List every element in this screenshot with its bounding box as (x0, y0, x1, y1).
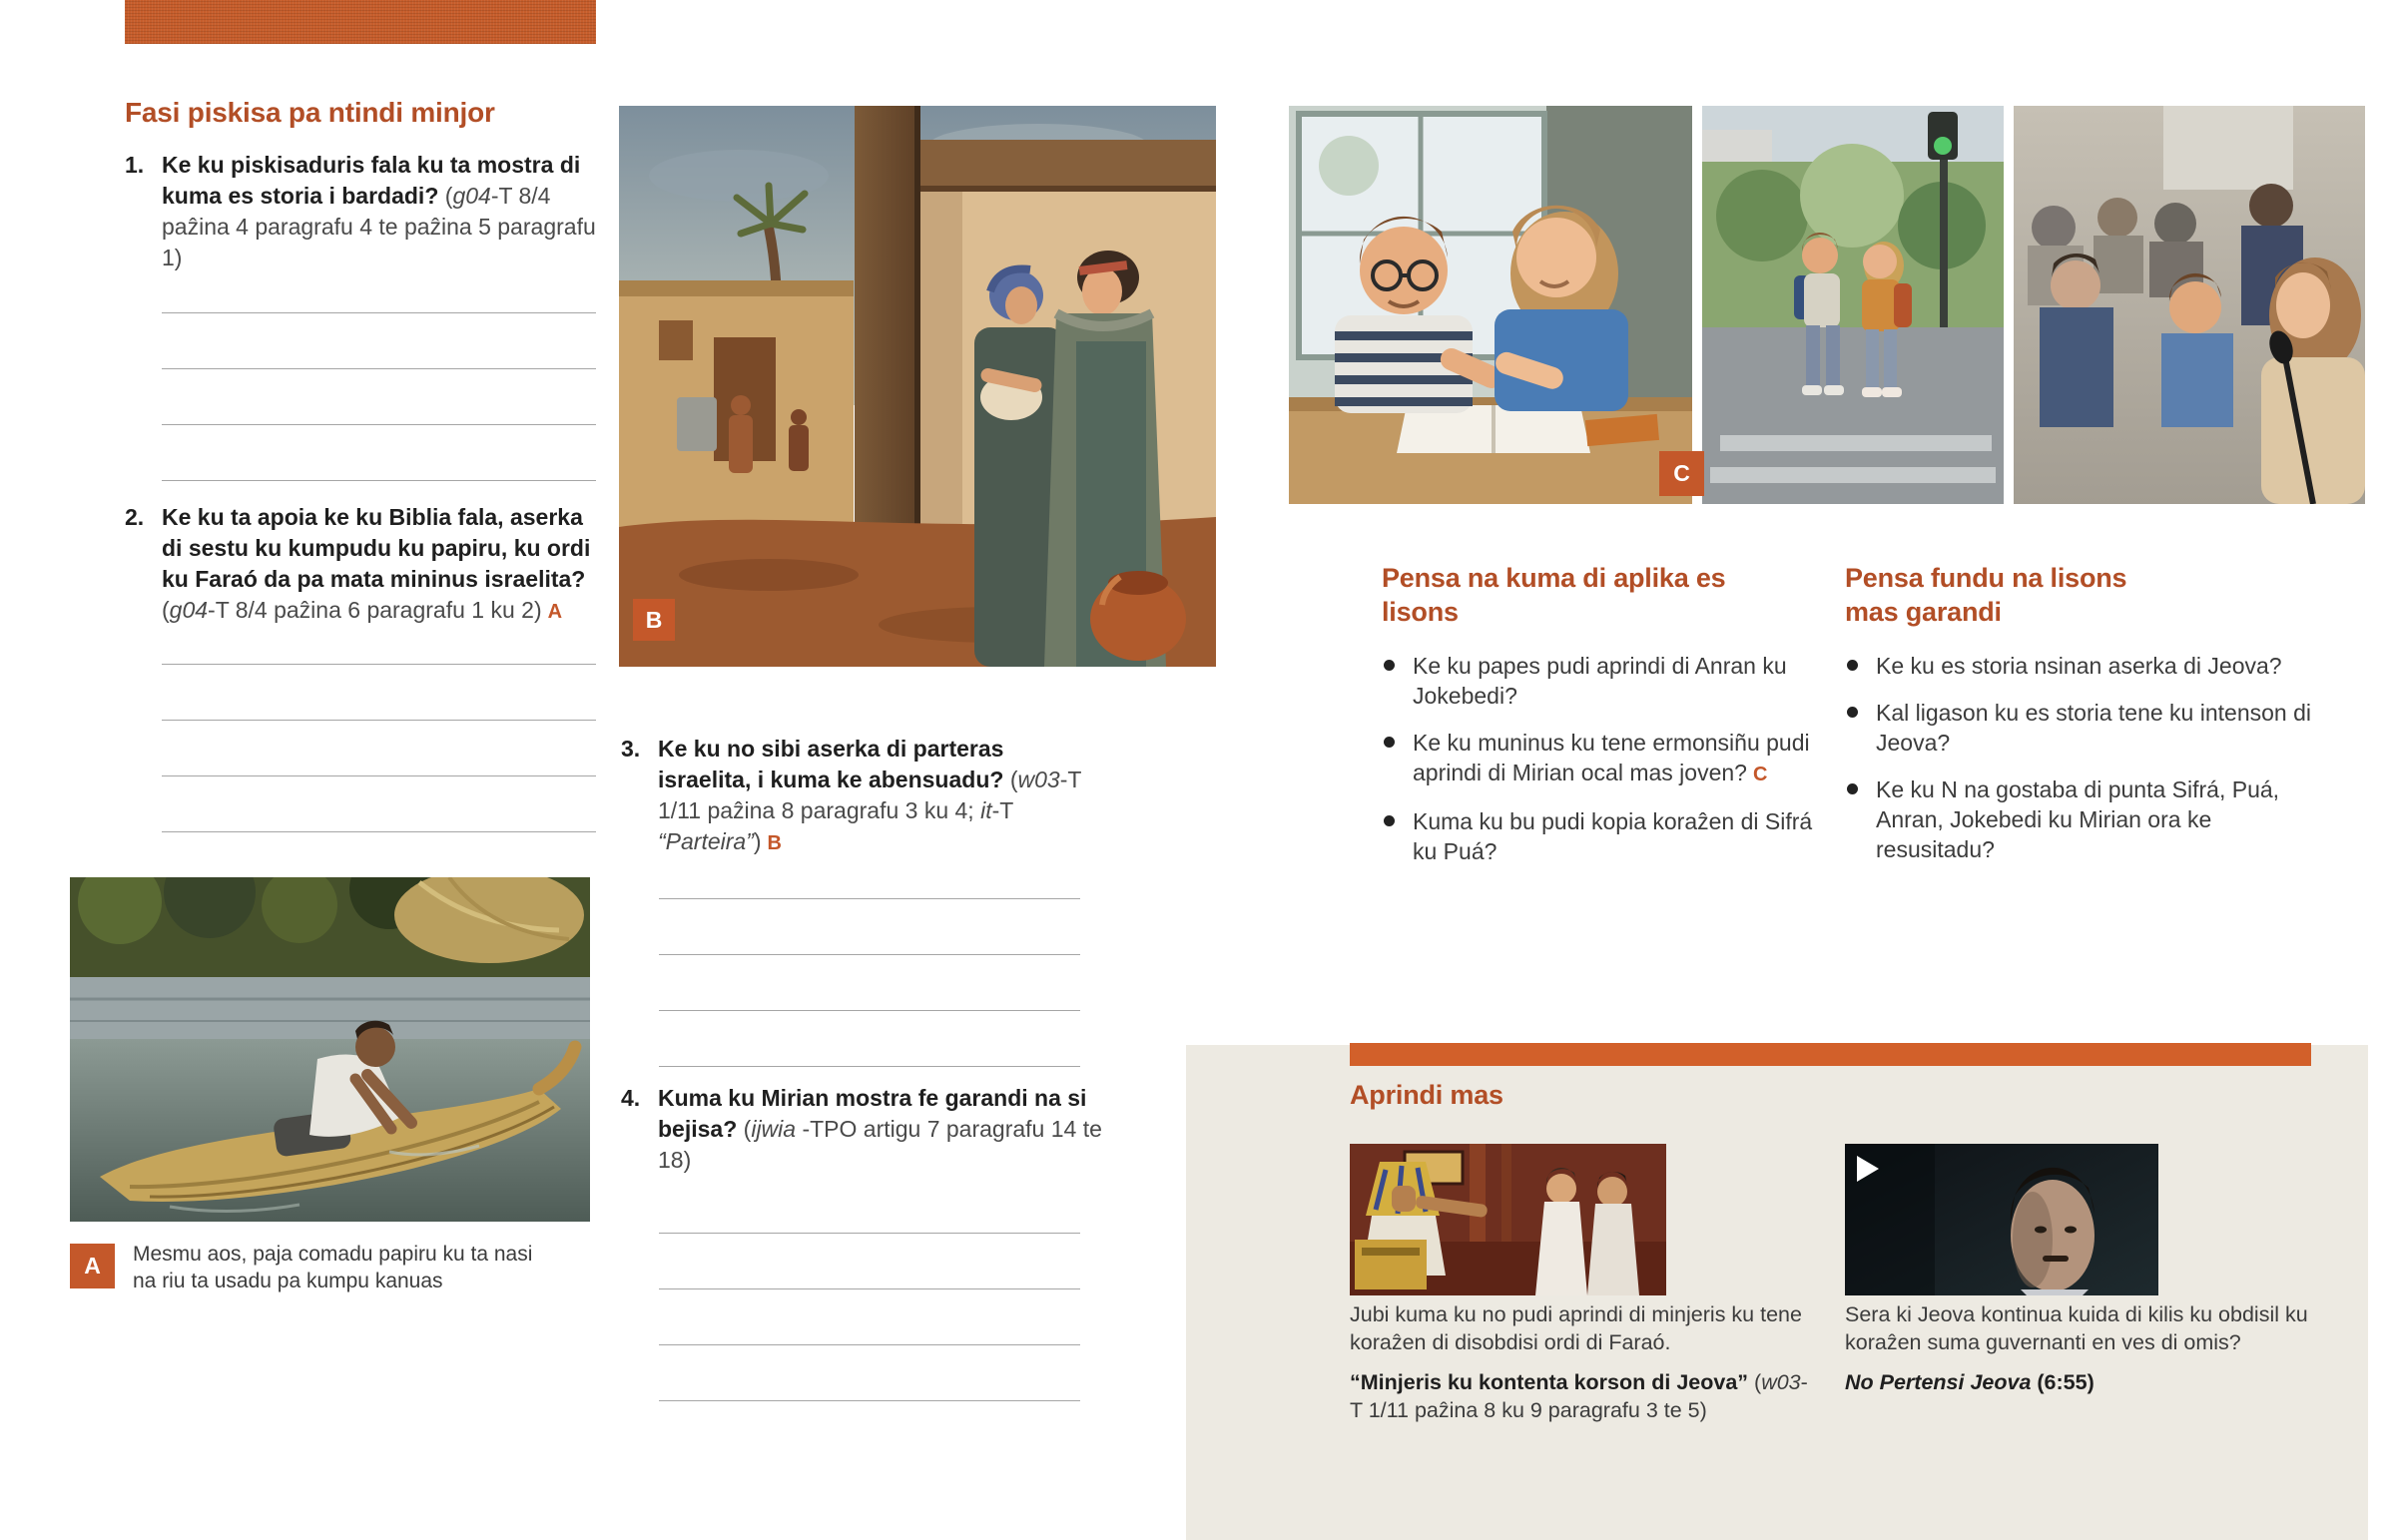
apply-section-heading: Pensa na kuma di aplika es lisons (1382, 563, 1726, 627)
question-2-number: 2. (125, 504, 145, 530)
learn-more-accent-bar (1350, 1043, 2311, 1066)
question-2-answer-lines (162, 609, 596, 832)
pharaoh-midwives-image (1350, 1144, 1666, 1295)
article-caption (1350, 1300, 1819, 1436)
apply-bullet-3: Kuma ku bu pudi kopia koraẑen di Sifrá ku Puá? (1382, 806, 1831, 866)
answer-line (659, 1234, 1080, 1289)
children-crossing-street-image (1702, 106, 2004, 504)
papyrus-boat-image (70, 877, 590, 1222)
children-studying-image (1289, 106, 1692, 504)
article-description: Jubi kuma ku no pudi aprindi di minjeris ku tene koraẑen di disobdisi ordi di Faraó. (1350, 1302, 1802, 1354)
deeper-section-heading: Pensa fundu na lisons mas garandi (1845, 563, 2127, 627)
answer-line (162, 313, 596, 369)
question-2-text: Ke ku ta apoia ke ku Biblia fala, aserka di sestu ku kumpudu ku papiru, ku ordi ku Faraó da pa mata mininus israelita? (g04-T 8/4 paẑina 6 paragrafu 1 ku 2) A (162, 504, 591, 623)
answer-line (162, 257, 596, 313)
apply-bullet-list (1382, 651, 1831, 883)
children-studying-photo (1289, 106, 1692, 504)
article-title[interactable]: “Minjeris ku kontenta korson di Jeova” (w03-T 1/11 paẑina 8 ku 9 paragrafu 3 te 5) (1350, 1370, 1808, 1422)
video-thumbnail-no-pertensi-jeova[interactable] (1845, 1144, 2158, 1295)
moses-hidden-illustration (619, 106, 1216, 667)
bullet-dot-icon (1847, 707, 1858, 718)
question-3-answer-lines (659, 843, 1080, 1067)
play-icon[interactable] (1857, 1156, 1879, 1182)
answer-line (659, 1289, 1080, 1345)
image-reference-badge-a: A (70, 1244, 115, 1288)
question-4-text: Kuma ku Mirian mostra fe garandi na si bejisa? (ijwia -TPO artigu 7 paragrafu 14 te 18) (658, 1085, 1102, 1173)
answer-line (162, 609, 596, 665)
bullet-dot-icon (1847, 783, 1858, 794)
learn-more-heading: Aprindi mas (1350, 1080, 1503, 1110)
bullet-dot-icon (1847, 660, 1858, 671)
question-4 (621, 1083, 1102, 1176)
image-reference-badge-b: B (633, 599, 675, 641)
papyrus-boat-photo (70, 877, 590, 1222)
moses-hidden-image (619, 106, 1216, 667)
answer-line (162, 369, 596, 425)
apply-bullet-1: Ke ku papes pudi aprindi di Anran ku Jokebedi? (1382, 651, 1831, 711)
girl-commenting-microphone-photo (2014, 106, 2365, 504)
answer-line (659, 843, 1080, 899)
deeper-bullet-2: Kal ligason ku es storia tene ku intenson di Jeova? (1845, 698, 2314, 758)
bullet-dot-icon (1384, 660, 1395, 671)
question-3-number: 3. (621, 736, 641, 762)
question-1-text: Ke ku piskisaduris fala ku ta mostra di kuma es storia i bardadi? (g04-T 8/4 paẑina 4 paragrafu 4 te paẑina 5 paragrafu 1) (162, 152, 596, 270)
question-1 (125, 150, 598, 273)
question-1-answer-lines (162, 257, 596, 481)
video-title[interactable]: No Pertensi Jeova (6:55) (1845, 1370, 2095, 1394)
answer-line (659, 955, 1080, 1011)
question-4-answer-lines (659, 1178, 1080, 1401)
apply-bullet-2: Ke ku muninus ku tene ermonsiñu pudi aprindi di Mirian ocal mas joven? C (1382, 728, 1831, 789)
answer-line (162, 665, 596, 721)
girl-commenting-image (2014, 106, 2365, 504)
page-top-accent-block (125, 0, 596, 44)
question-3-text: Ke ku no sibi aserka di parteras israelita, i kuma ke abensuadu? (w03-T 1/11 paẑina 8 paragrafu 3 ku 4; it-T “Parteira”) B (658, 736, 1081, 854)
answer-line (659, 1345, 1080, 1401)
question-3 (621, 734, 1102, 859)
question-1-number: 1. (125, 152, 145, 178)
answer-line (659, 1011, 1080, 1067)
section-title-research: Fasi piskisa pa ntindi minjor (125, 97, 495, 128)
papyrus-photo-caption: Mesmu aos, paja comadu papiru ku ta nasi na riu ta usadu pa kumpu kanuas (133, 1243, 533, 1292)
bullet-dot-icon (1384, 737, 1395, 748)
article-thumbnail-pharaoh-midwives[interactable] (1350, 1144, 1666, 1295)
video-description: Sera ki Jeova kontinua kuida di kilis ku obdisil ku koraẑen suma guvernanti en ves di omis? (1845, 1302, 2308, 1354)
video-still-image (1845, 1144, 2158, 1295)
deeper-bullet-list (1845, 651, 2314, 881)
answer-line (659, 1178, 1080, 1234)
deeper-bullet-1: Ke ku es storia nsinan aserka di Jeova? (1845, 651, 2314, 681)
deeper-bullet-3: Ke ku N na gostaba di punta Sifrá, Puá, Anran, Jokebedi ku Mirian ora ke resusitadu? (1845, 774, 2314, 864)
children-crossing-street-photo (1702, 106, 2004, 504)
answer-line (162, 425, 596, 481)
answer-line (162, 776, 596, 832)
video-caption (1845, 1300, 2334, 1408)
answer-line (659, 899, 1080, 955)
answer-line (162, 721, 596, 776)
bullet-dot-icon (1384, 815, 1395, 826)
image-reference-badge-c: C (1659, 451, 1704, 496)
question-4-number: 4. (621, 1085, 641, 1111)
